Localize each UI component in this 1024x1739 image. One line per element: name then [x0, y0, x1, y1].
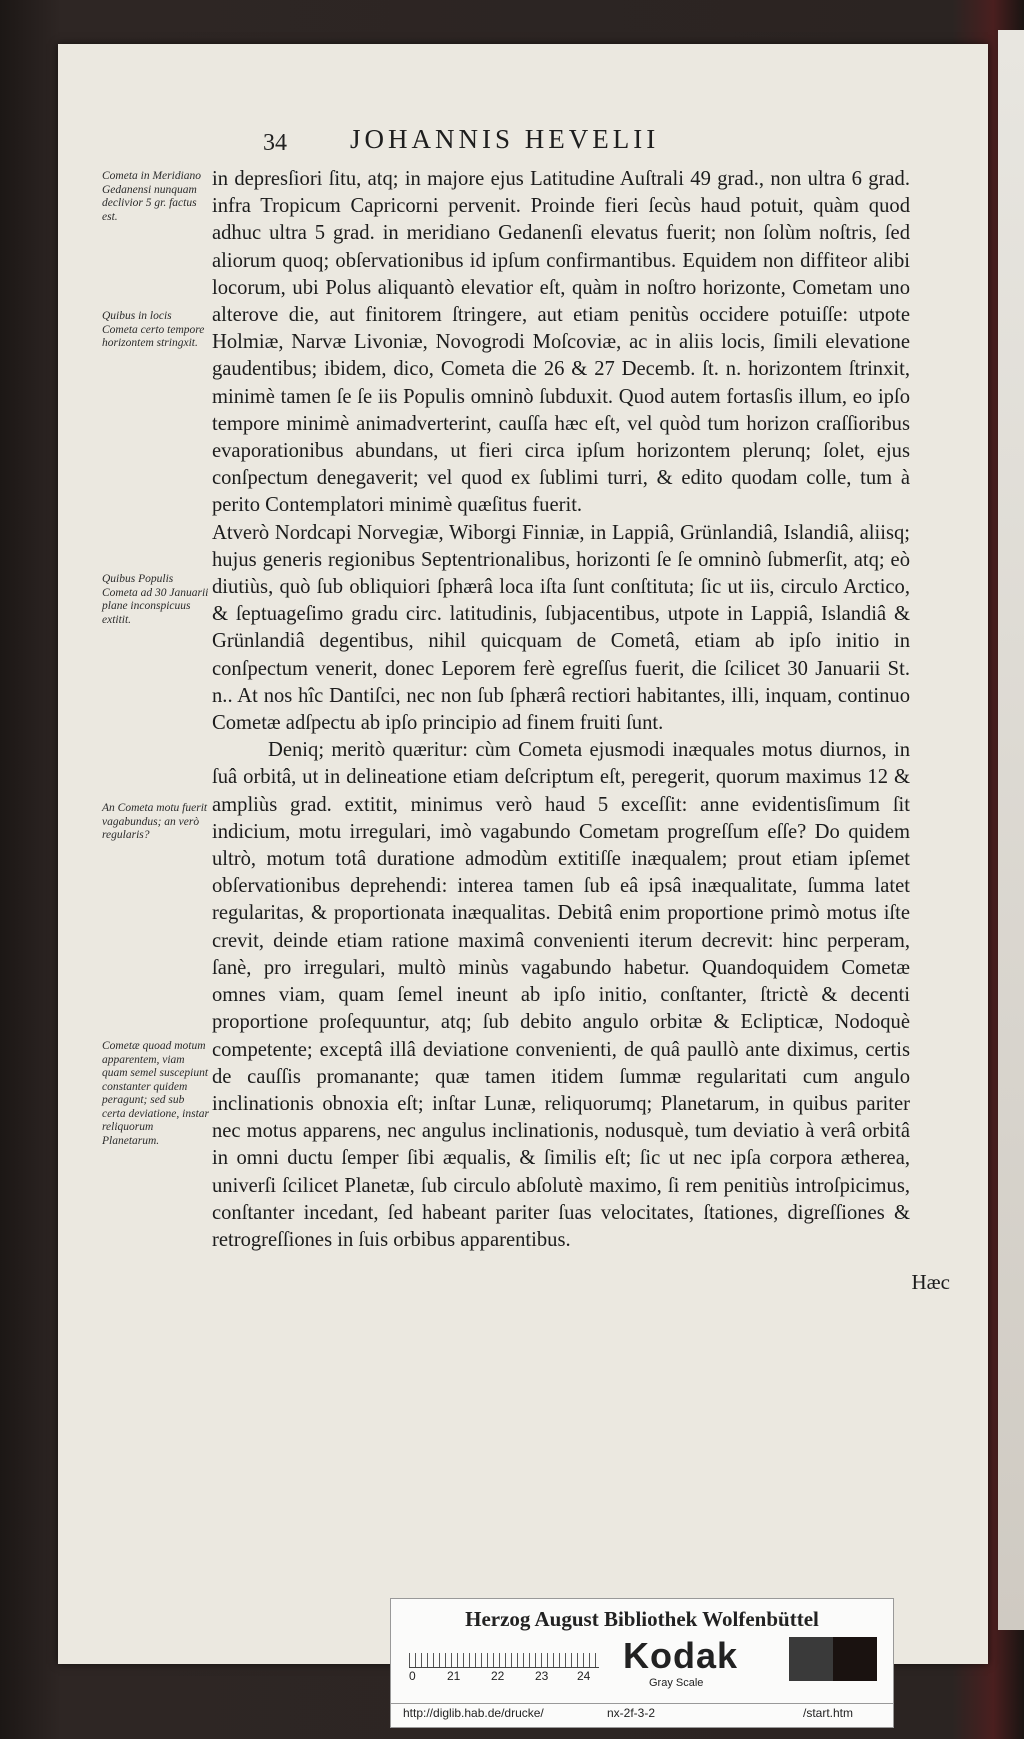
marginal-note-1: Cometa in Meridiano Gedanensi nunquam declivior 5 gr. factus est. [102, 170, 202, 223]
gray-scale-label: Gray Scale [649, 1677, 704, 1689]
page-number: 34 [263, 130, 287, 156]
adjacent-page-edge [998, 30, 1024, 1630]
catchword: Hæc [911, 1270, 950, 1294]
reference-card [390, 1598, 894, 1728]
paragraph-3: Deniq; meritò quæritur: cùm Cometa ejusmodi inæquales motus diurnos, in ſuâ orbitâ, ut in delineatione etiam deſcriptum eſt, peregerit, quorum maximus 12 & ampliùs grad. extitit, minimus verò haud 5 exceſſit: anne evidentisſimum ſit indicium, motu irregulari, imò vagabundo Cometam progreſſum eſſe? Do quidem ultrò, motum totâ duratione admodùm extitiſſe inæqualem; prout etiam ipſemet obſervationibus deprehendi: interea tamen ſub eâ ipsâ inæqualitate, ſumma latet regularitas, & proportionata inæqualitas. Debitâ enim proportione primò motus iſte crevit, deinde etiam ratione maximâ convenienti iterum decrevit: hinc perperam, ſanè, pro irregulari, multò minùs vagabundo habetur. Quandoquidem Cometæ omnes viam, quam ſemel ineunt ab ipſo initio, conſtanter, ſtrictè & decenti proportione proſequuntur, atq; ſub debito angulo orbitæ & Eclipticæ, Nodoquè competente; exceptâ illâ deviatione convenienti, de quâ paullò ante diximus, certis de cauſſis promanante; quæ tamen itidem ſummæ regularitati cum angulo inclinationis obnoxia eſt; inſtar Lunæ, reliquorumq; Planetarum, in quibus pariter nec motus apparens, nec angulus inclinationis, nodusquè, tum deviatio à verâ orbitâ in omni ductu ſemper ſibi æqualis, & ſimilis eſt; ſic ut nec ipſa corpora ætherea, univerſi ſcilicet Planetæ, ſub circulo abſolutè maximo, ſi rem penitiùs introſpicimus, conſtanter incedant, ſed habeant pariter ſuas velocitates, ſtationes, digreſſiones & retrogreſſiones in ſuis orbibus apparentibus. [212, 739, 910, 1251]
gray-swatch [789, 1637, 833, 1681]
main-text [212, 166, 910, 1254]
ruler-number: 21 [447, 1669, 461, 1683]
url-suffix: /start.htm [803, 1706, 854, 1720]
paragraph-1: in depresſiori ſitu, atq; in majore ejus Latitudine Auſtrali 49 grad., non ultra 6 grad. infra Tropicum Capricorni pervenit. Proinde fieri ſecùs haud potuit, quàm quod adhuc ultra 5 grad. in meridiano Gedanenſi elevatus fuerit; non ſolùm noſtris, ſed aliorum quoq; obſervationibus id ipſum confirmantibus. Equidem non diffiteor alibi locorum, ubi Polus aliquantò elevatior eſt, quàm in noſtro horizonte, Cometam uno alterove die, aut finitorem ſtringere, aut etiam penitùs occidere potuiſſe: utpote Holmiæ, Narvæ Livoniæ, Novogrodi Moſcoviæ, ac in aliis locis, ſimili elevatione gaudentibus; ibidem, dico, Cometa die 26 & 27 Decemb. ſt. n. horizontem ſtrinxit, minimè tamen ſe ſe iis Populis omninò ſubduxit. Quod autem fortasſis illum, eo ipſo tempore minimè animadverterint, cauſſa hæc eſt, vel quòd tum horizon craſſioribus evaporationibus abundans, ut fieri circa ipſum horizontem plerunq; ſolet, ejus conſpectum denegaverit; vel quod ex ſublimi turri, & edito quodam colle, tum à perito Contemplatori minimè quæſitus fuerit. [212, 168, 910, 517]
url-row [391, 1703, 893, 1726]
marginal-note-5: Cometæ quoad motum apparentem, viam quam semel suscepiunt constanter quidem peragunt; sed sub certa deviatione, instar reliquorum Planetarum. [102, 1040, 209, 1147]
page-header [200, 124, 900, 164]
marginal-note-4: An Cometa motu fuerit vagabundus; an verò regularis? [102, 802, 208, 841]
kodak-logo: Kodak [623, 1635, 739, 1676]
marginal-note-3: Quibus Populis Cometa ad 30 Januarii plane inconspicuus extitit. [102, 573, 209, 626]
paragraph-2: Atverò Nordcapi Norvegiæ, Wiborgi Finniæ, in Lappiâ, Grünlandiâ, Islandiâ, aliisq; hujus generis regionibus Septentrionalibus, horizonti ſe ſe omninò ſubmerſit, atq; eò diutiùs, quò ſub obliquiori ſphærâ loca iſta ſunt conſtituta; ſic ut iis, circulo Arctico, & ſeptuageſimo gradu circ. latitudinis, ſubjacentibus, utpote in Lappiâ, Islandiâ & Grünlandiâ degentibus, nihil quicquam de Cometâ, etiam ab ipſo initio in conſpectum venerit, donec Leporem ferè egreſſus fuerit, die ſcilicet 30 Januarii St. n.. At nos hîc Dantiſci, nec non ſub ſphærâ rectiori habitantes, illi, inquam, continuo Cometæ adſpectu ab ipſo principio ad finem fruiti ſunt. [212, 521, 910, 735]
marginal-note-2: Quibus in locis Cometa certo tempore horizontem stringxit. [102, 310, 205, 349]
url-base: http://diglib.hab.de/drucke/ [403, 1706, 544, 1720]
ruler-number: 24 [577, 1669, 591, 1683]
library-title: Herzog August Bibliothek Wolfenbüttel [465, 1607, 819, 1631]
ruler-number: 0 [409, 1669, 416, 1683]
ruler-number: 23 [535, 1669, 549, 1683]
running-title: JOHANNIS HEVELII [350, 124, 660, 154]
ruler-scale [409, 1641, 599, 1668]
url-id: nx-2f-3-2 [607, 1706, 656, 1720]
gray-swatch [833, 1637, 877, 1681]
ruler-number: 22 [491, 1669, 505, 1683]
